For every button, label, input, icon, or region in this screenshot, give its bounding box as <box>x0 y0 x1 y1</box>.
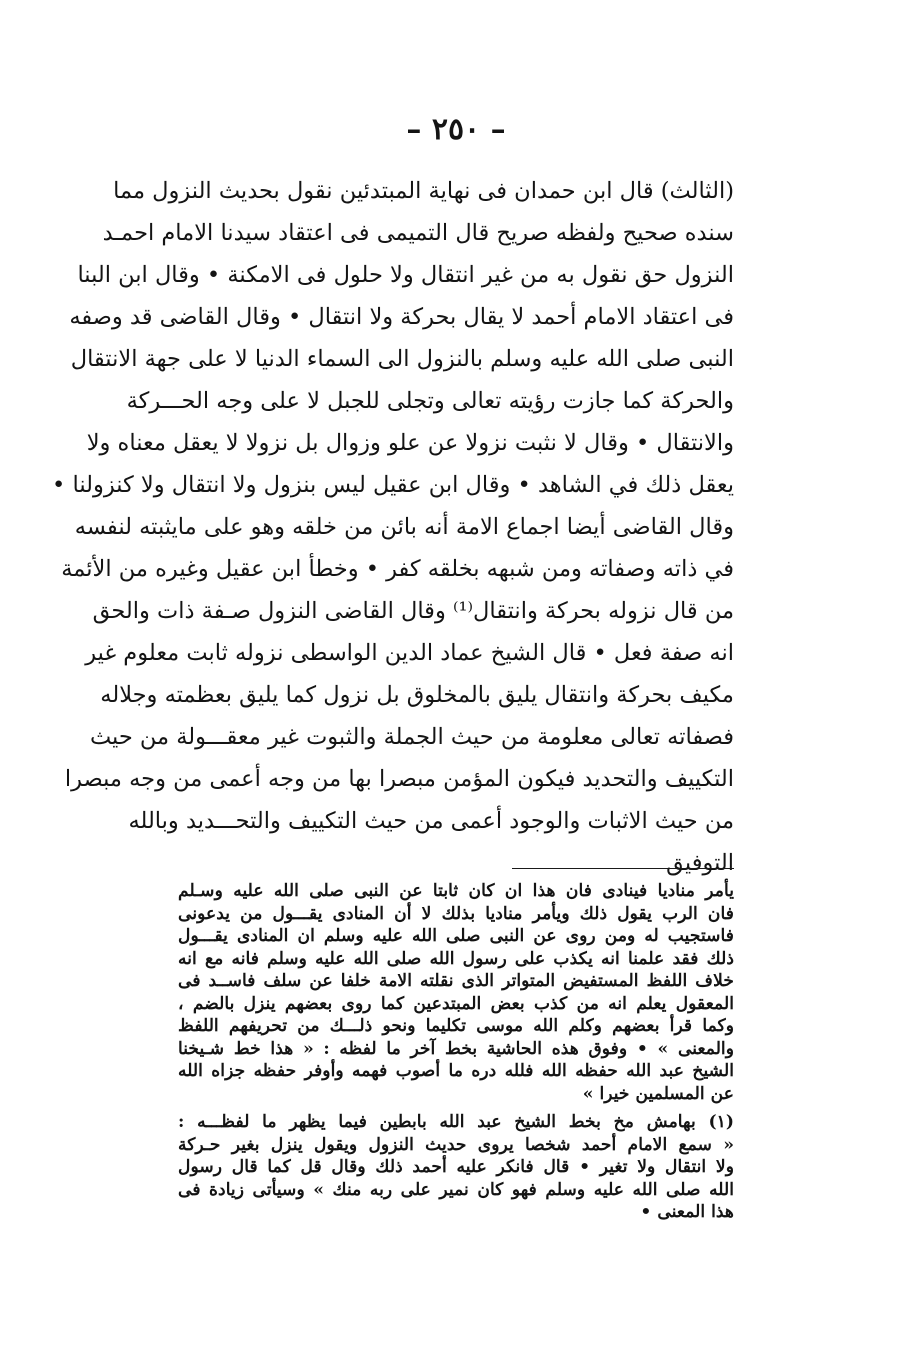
footnote-line: فان الرب يقول ذلك ويأمر مناديا بذلك لا أن المنادى يقـــول من يدعونى <box>178 903 734 924</box>
footnote-1 <box>178 1111 734 1224</box>
footnote-line: عن المسلمين خيرا » <box>582 1083 734 1104</box>
footnote-line: « سمع الامام أحمد شخصا يروى حديث النزول ويقول ينزل بغير حـركة <box>178 1134 734 1155</box>
footnote-line: (١) بهامش مخ بخط الشيخ عبد الله بابطين فيما يظهر ما لفظـــه : <box>178 1112 734 1132</box>
footnote-line: يأمر مناديا فينادى فان هذا ان كان ثابتا عن النبى صلى الله عليه وسـلم <box>178 881 734 901</box>
footnote-line: وكما قرأ بعضهم وكلم الله موسى تكليما ونحو ذلـــك من تحريفهم اللفظ <box>178 1016 734 1036</box>
text-line: وقال القاضى أيضا اجماع الامة أنه بائن من خلقه وهو على مايثبته لنفسه <box>74 514 734 540</box>
text-line: من قال نزوله بحركة وانتقال⁽¹⁾ وقال القاضى النزول صـفة ذات والحق <box>92 598 734 624</box>
footnotes-section <box>178 880 734 1224</box>
text-line: والحركة كما جازت رؤيته تعالى وتجلى للجبل لا على وجه الحـــركة <box>126 388 734 414</box>
text-line: التكييف والتحديد فيكون المؤمن مبصرا بها من وجه أعمى من وجه مبصرا <box>64 766 734 792</box>
text-line: التوفيق <box>666 850 734 876</box>
text-line: في ذاته وصفاته ومن شبهه بخلقه كفر • وخطأ ابن عقيل وغيره من الأئمة <box>61 556 734 582</box>
footnote-line: فاستجيب له ومن روى عن النبى صلى الله عليه وسلم ان المنادى يقـــول <box>178 926 734 946</box>
footnote-line: ولا انتقال ولا تغير • قال فانكر عليه أحمد ذلك وقال قل كما قال رسول <box>178 1157 734 1177</box>
footnote-line: الشيخ عبد الله حفظه الله فلله دره ما أصوب فهمه وأوفر حفظه جزاه الله <box>178 1061 734 1081</box>
footnote-line: ذلك فقد علمنا انه يكذب على رسول الله صلى الله عليه وسلم فانه مع انه <box>178 948 734 969</box>
footnote-line: هذا المعنى • <box>640 1202 734 1222</box>
text-line: سنده صحيح ولفظه صريح قال التميمى فى اعتقاد سيدنا الامام احمـد <box>102 220 734 246</box>
text-line: فصفاته تعالى معلومة من حيث الجملة والثبوت غير معقـــولة من حيث <box>89 724 734 750</box>
text-line: يعقل ذلك في الشاهد • وقال ابن عقيل ليس بنزول ولا انتقال ولا كنزولنا • <box>52 472 734 498</box>
footnote-line: والمعنى » • وفوق هذه الحاشية بخط آخر ما لفظه : « هذا خط شـيخنا <box>178 1038 734 1059</box>
text-line: والانتقال • وقال لا نثبت نزولا عن علو وزوال بل نزولا لا يعقل معناه ولا <box>86 430 734 456</box>
main-text-body <box>52 170 734 884</box>
text-line: مكيف بحركة وانتقال يليق بالمخلوق بل نزول كما يليق بعظمته وجلاله <box>100 682 734 708</box>
text-line: النزول حق نقول به من غير انتقال ولا حلول فى الامكنة • وقال ابن البنا <box>77 262 734 288</box>
footnote-line: المعقول يعلم انه من كذب بعض المبتدعين كما روى بعضهم ينزل بالضم ، <box>178 993 734 1014</box>
page-number: – ٢٥٠ – <box>406 112 506 147</box>
footnote-divider <box>512 868 734 869</box>
footnote-continuation <box>178 880 734 1105</box>
text-line: من حيث الاثبات والوجود أعمى من حيث التكييف والتحـــديد وبالله <box>128 808 734 834</box>
footnote-line: الله صلى الله عليه وسلم فهو كان نمير على ربه منك » وسيأتى زيادة فى <box>178 1179 734 1200</box>
text-line: انه صفة فعل • قال الشيخ عماد الدين الواسطى نزوله ثابت معلوم غير <box>85 640 734 666</box>
footnote-line: خلاف اللفظ المستفيض المتواتر الذى نقلته الامة خلفا عن سلف فاســد فى <box>178 971 734 991</box>
text-line: النبى صلى الله عليه وسلم بالنزول الى السماء الدنيا لا على جهة الانتقال <box>70 346 734 372</box>
text-line: (الثالث) قال ابن حمدان فى نهاية المبتدئين نقول بحديث النزول مما <box>113 178 734 204</box>
text-line: فى اعتقاد الامام أحمد لا يقال بحركة ولا انتقال • وقال القاضى قد وصفه <box>69 304 734 330</box>
